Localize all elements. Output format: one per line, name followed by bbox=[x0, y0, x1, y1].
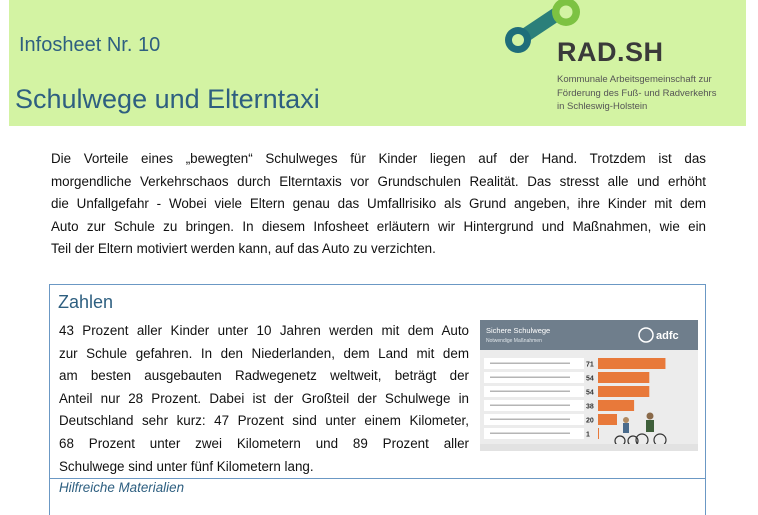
intro-paragraph bbox=[51, 148, 706, 261]
infographic-value: 1 bbox=[586, 431, 590, 439]
infographic-subtitle: Notwendige Maßnahmen bbox=[486, 338, 542, 344]
zahlen-line: am besten ausgebauten Radwegenetz weltweit, beträgt der bbox=[59, 368, 469, 384]
infographic-value: 71 bbox=[586, 361, 594, 369]
box-divider bbox=[50, 478, 705, 479]
infographic-row-label bbox=[490, 363, 570, 365]
infographic-bar bbox=[598, 428, 599, 439]
zahlen-text bbox=[59, 320, 469, 478]
logo-subtitle-line: in Schleswig-Holstein bbox=[557, 101, 648, 112]
logo-subtitle-line: Kommunale Arbeitsgemeinschaft zur bbox=[557, 74, 712, 85]
infographic-brand: adfc bbox=[656, 330, 679, 342]
infographic-row-label bbox=[490, 419, 570, 421]
intro-line: Teil der Eltern motiviert werden kann, auf das Auto zu verzichten. bbox=[51, 241, 436, 257]
infographic-value: 54 bbox=[586, 389, 594, 397]
intro-line: Die Vorteile eines „bewegten“ Schulweges für Kinder liegen auf der Hand. Trotzdem ist das bbox=[51, 151, 706, 166]
intro-line: morgendliche Verkehrschaos durch Elterntaxis vor Grundschulen Realität. Das stresst alle und erhöht bbox=[51, 173, 706, 189]
zahlen-line: 68 Prozent unter zwei Kilometern und 89 Prozent aller bbox=[59, 435, 469, 451]
infographic-row-label bbox=[490, 377, 570, 379]
logo-subtitle bbox=[557, 73, 742, 114]
infographic-row-label bbox=[490, 405, 570, 407]
materials-heading: Hilfreiche Materialien bbox=[59, 480, 185, 495]
logo-name: RAD.SH bbox=[557, 37, 664, 67]
logo-subtitle-line: Förderung des Fuß- und Radverkehrs bbox=[557, 87, 717, 99]
zahlen-line: Deutschland sehr kurz: 47 Prozent sind unter einem Kilometer, bbox=[59, 413, 469, 429]
intro-line: Auto zur Schule zu bringen. In diesem Infosheet erläutern wir Hintergrund und Maßnahmen, wie ein bbox=[51, 218, 706, 234]
infographic-row-label bbox=[490, 391, 570, 393]
infographic-value: 54 bbox=[586, 375, 594, 383]
zahlen-line: Anteil nur 28 Prozent. Dabei ist der Großteil der Schulwege in bbox=[59, 390, 469, 406]
infographic-image bbox=[480, 320, 698, 451]
zahlen-line: Schulwege sind unter fünf Kilometern lang. bbox=[59, 458, 314, 474]
zahlen-line: 43 Prozent aller Kinder unter 10 Jahren werden mit dem Auto bbox=[59, 323, 469, 338]
infographic-bar bbox=[598, 372, 649, 383]
infographic-bar bbox=[598, 358, 665, 369]
zahlen-line: zur Schule gefahren. In den Niederlanden, dem Land mit dem bbox=[59, 345, 469, 361]
infographic-bar bbox=[598, 414, 617, 425]
page-title: Schulwege und Elterntaxi bbox=[15, 84, 320, 114]
intro-line: die Unfallgefahr - Wobei viele Eltern genau das Umfallrisiko als Grund angeben, ihre Kinder mit dem bbox=[51, 196, 706, 212]
infosheet-number: Infosheet Nr. 10 bbox=[19, 34, 161, 56]
zahlen-heading: Zahlen bbox=[58, 292, 114, 312]
infographic-row-label bbox=[490, 433, 570, 435]
infographic-bar bbox=[598, 400, 634, 411]
infographic-bar bbox=[598, 386, 649, 397]
infographic-value: 38 bbox=[586, 403, 594, 411]
infographic-value: 20 bbox=[586, 417, 594, 425]
infographic-title: Sichere Schulwege bbox=[486, 326, 551, 335]
